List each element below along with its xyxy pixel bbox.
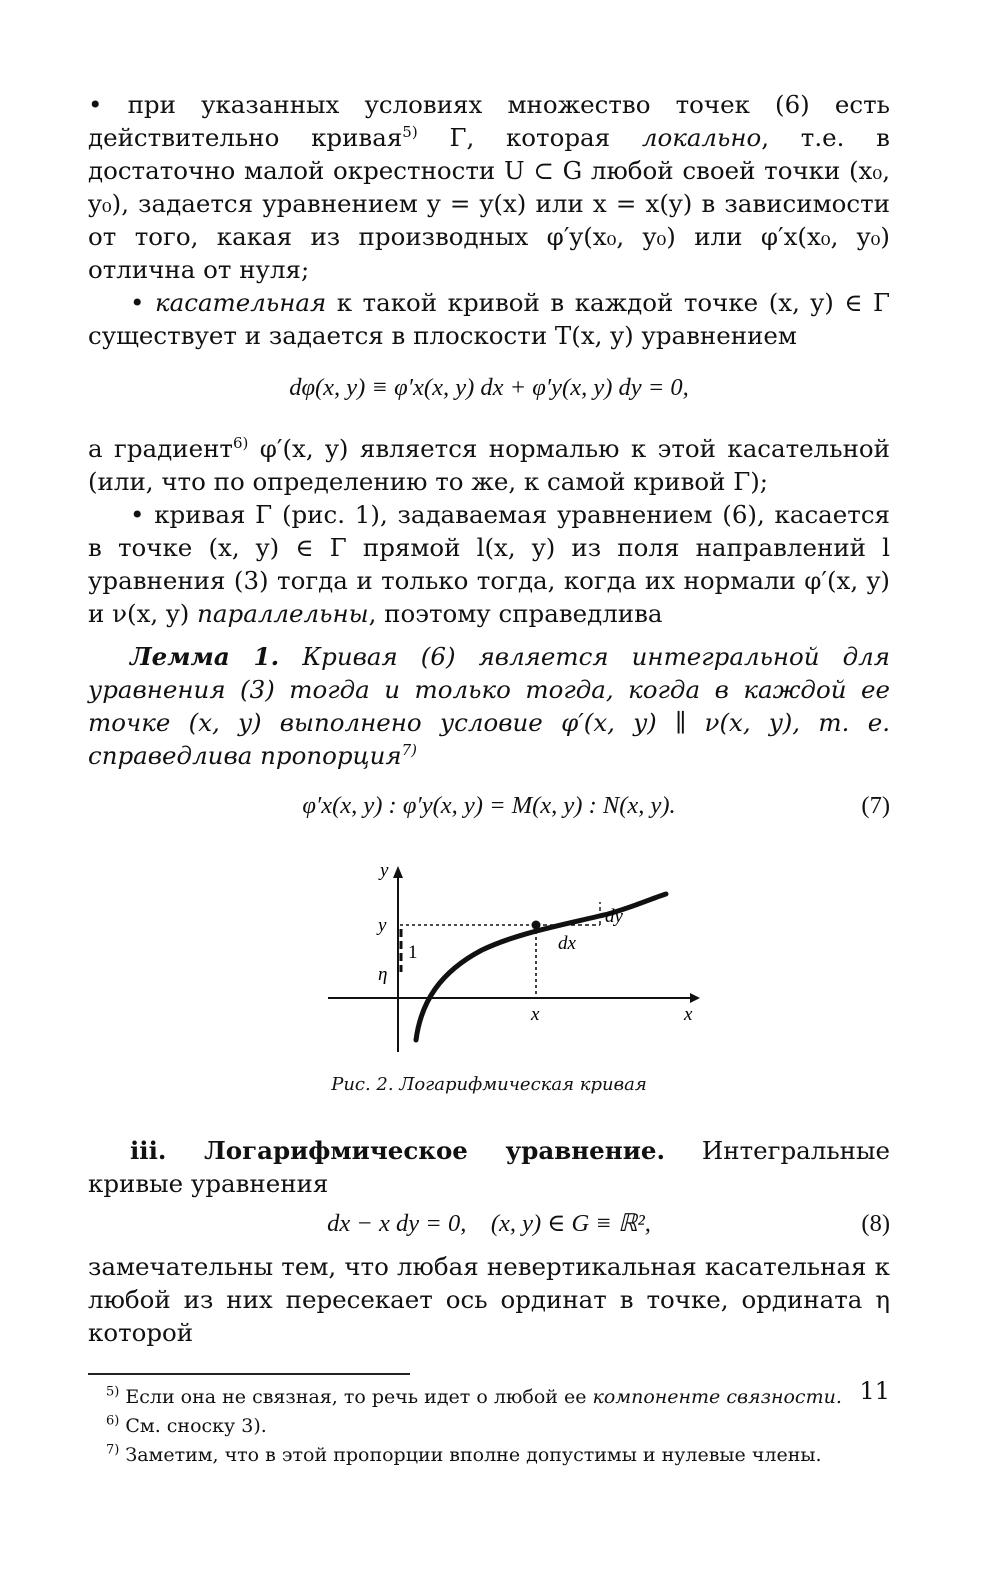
equation-differential [88,366,890,410]
lemma-title: Лемма 1. [130,642,280,671]
unit-label: 1 [408,942,418,963]
footnote-ref-5: 5) [402,122,418,141]
log-curve [416,894,666,1040]
figure-svg [88,832,890,1064]
equation-8 [88,1202,890,1246]
footnote-5-mark: 5) [106,1384,120,1400]
lemma-paragraph [88,640,890,772]
lemma-text: Кривая (6) является интегральной для уравнения (3) тогда и только тогда, когда в каждой ее точке (x, y) выполнено условие φ′(x, y) ∥ ν(x, y), т. е. справедлива пропорция [88,642,891,770]
footnote-7-mark: 7) [106,1442,120,1458]
equation-7-body: φ′x(x, y) : φ′y(x, y) = M(x, y) : N(x, y). [302,792,676,819]
bullet1-text-a: • при указанных условиях множество точек (6) есть действительно кривая [88,90,890,152]
footnote-5 [88,1383,890,1412]
y-axis-arrow-icon [393,866,403,878]
dy-label: dy [605,906,623,927]
footnote-divider [88,1373,410,1375]
equation-7 [88,784,890,828]
section-title: iii. Логарифмическое уравнение. [130,1136,665,1165]
footnote-6-mark: 6) [106,1413,120,1429]
x-point-label: x [531,1004,540,1025]
footnote-6-text: См. сноску 3). [125,1415,267,1437]
equation-1-body: dφ(x, y) ≡ φ′x(x, y) dx + φ′y(x, y) dy = 0, [289,374,689,401]
page-number: 11 [859,1377,890,1405]
bullet2-text: к такой кривой в каждой точке (x, y) ∈ Γ существует и задается в плоскости T(x, y) уравнением [88,288,890,350]
section-paragraph [88,1134,890,1200]
y-axis-label: y [380,860,389,881]
bullet1-text-c: , т.е. в достаточно малой окрестности U ⊂ G любой своей точки (x₀, y₀), задается уравнением y = y(x) или x = x(y) в зависимости от того, какая из производных φ′y(x₀, y₀) или φ′x(x₀, y₀) отлична от нуля; [88,123,890,284]
equation-8-body: dx − x dy = 0, (x, y) ∈ G ≡ ℝ², [327,1210,651,1237]
closing-text: замечательны тем, что любая невертикальная касательная к любой из них пересекает ось ординат в точке, ордината η которой [88,1252,890,1347]
bullet3-tail: , поэтому справедлива [368,599,663,628]
footnote-5-emphasis: компоненте связности. [592,1386,842,1408]
x-axis-label: x [684,1004,693,1025]
bullet1-text-b: Γ, которая [417,123,642,152]
equation-7-number: (7) [861,792,890,819]
page-content [88,88,890,1470]
footnote-5-text: Если она не связная, то речь идет о любой ее [125,1386,593,1408]
figure-log-curve [88,832,890,1100]
gradient-paragraph [88,432,890,498]
bullet3-text: • кривая Γ (рис. 1), задаваемая уравнением (6), касается в точке (x, y) ∈ Γ прямой l(x, y) из поля направлений l уравнения (3) тогда и только тогда, когда их нормали φ′(x, y) и ν(x, y) [88,500,890,628]
section-text: Интегральные кривые уравнения [88,1136,890,1198]
bullet2-emphasis: касательная [154,288,327,317]
bullet-paragraph-2 [88,286,890,352]
bullet-paragraph-1 [88,88,890,286]
footnote-ref-7: 7) [401,740,418,759]
closing-paragraph [88,1250,890,1349]
footnote-6 [88,1412,890,1441]
bullet-paragraph-3 [88,498,890,630]
x-axis-arrow-icon [690,993,700,1003]
footnote-7 [88,1441,890,1470]
figure-caption: Рис. 2. Логарифмическая кривая [331,1074,647,1095]
dx-label: dx [558,933,576,954]
footnote-ref-6: 6) [232,433,249,452]
y-point-label: y [378,915,387,936]
gradient-text-a: а градиент [88,434,233,463]
bullet3-emphasis: параллельны [197,599,369,628]
equation-8-number: (8) [861,1210,890,1237]
bullet1-emphasis: локально [641,123,762,152]
curve-helper [416,891,666,1040]
bullet2-lead: • [130,288,155,317]
gradient-text-b: φ′(x, y) является нормалью к этой касательной (или, что по определению то же, к самой кривой Γ); [88,434,890,496]
eta-label: η [378,964,388,985]
footnote-7-text: Заметим, что в этой пропорции вполне допустимы и нулевые члены. [125,1444,822,1466]
